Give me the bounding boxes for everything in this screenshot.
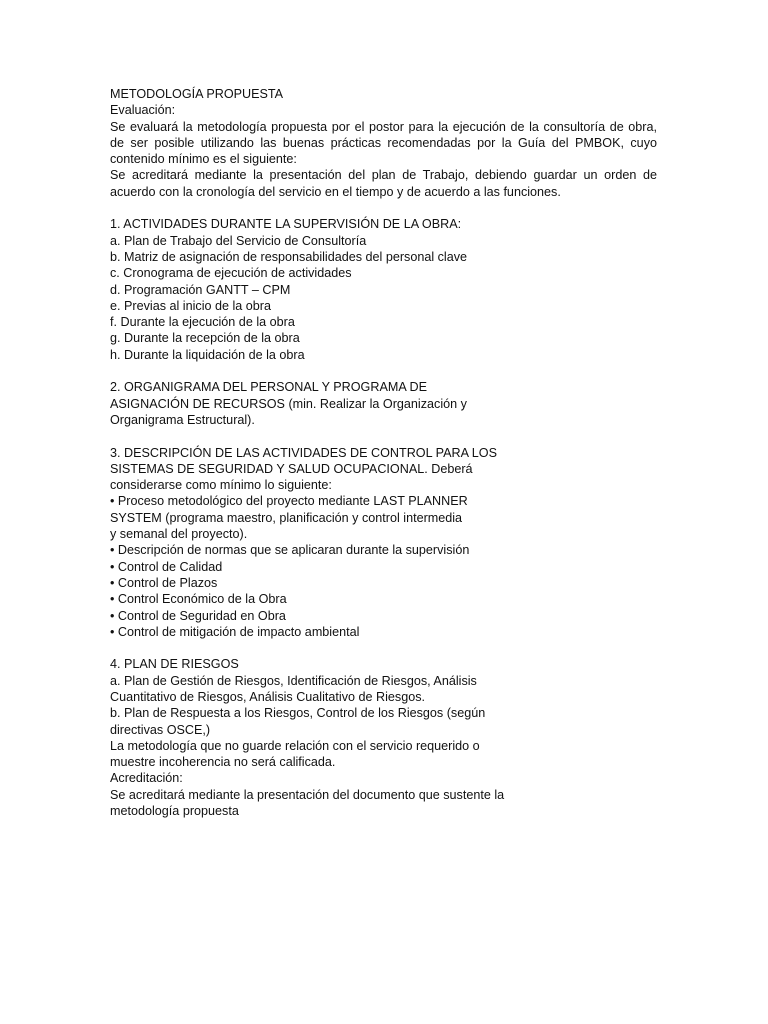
section-1-heading: 1. ACTIVIDADES DURANTE LA SUPERVISIÓN DE LA OBRA:: [110, 217, 462, 232]
section-3-bullet: • Control de Seguridad en Obra: [110, 608, 286, 623]
section-4-line: Cuantitativo de Riesgos, Análisis Cualitativo de Riesgos.: [110, 689, 426, 704]
section-3-bullet: • Descripción de normas que se aplicaran durante la supervisión: [110, 543, 470, 558]
evaluation-label: Evaluación:: [110, 103, 176, 118]
accreditation-label: Acreditación:: [110, 771, 183, 786]
section-4-line: muestre incoherencia no será calificada.: [110, 755, 336, 770]
section-4-heading: 4. PLAN DE RIESGOS: [110, 657, 239, 672]
section-3-line: SYSTEM (programa maestro, planificación y control intermedia: [110, 510, 463, 525]
section-3-bullet: • Control de Calidad: [110, 559, 223, 574]
section-1-item: g. Durante la recepción de la obra: [110, 331, 300, 346]
section-3-line: y semanal del proyecto).: [110, 527, 248, 542]
section-3-bullet: • Control de mitigación de impacto ambiental: [110, 624, 360, 639]
section-1-item: f. Durante la ejecución de la obra: [110, 315, 295, 330]
spacer: [110, 200, 657, 216]
section-3-line: 3. DESCRIPCIÓN DE LAS ACTIVIDADES DE CONTROL PARA LOS: [110, 445, 498, 460]
accreditation-intro-paragraph: Se acreditará mediante la presentación del plan de Trabajo, debiendo guardar un orden de acuerdo con la cronología del servicio en el tiempo y de acuerdo a las funciones.: [110, 168, 657, 199]
document-title: METODOLOGÍA PROPUESTA: [110, 87, 284, 101]
section-4-line: Se acreditará mediante la presentación del documento que sustente la: [110, 787, 505, 802]
section-1-item: b. Matriz de asignación de responsabilidades del personal clave: [110, 249, 468, 264]
spacer: [110, 363, 657, 379]
section-4-line: b. Plan de Respuesta a los Riesgos, Control de los Riesgos (según: [110, 706, 486, 721]
spacer: [110, 640, 657, 656]
section-1-item: e. Previas al inicio de la obra: [110, 298, 272, 313]
section-1-item: a. Plan de Trabajo del Servicio de Consultoría: [110, 233, 367, 248]
section-3-line: considerarse como mínimo lo siguiente:: [110, 478, 332, 493]
section-4-line: metodología propuesta: [110, 804, 239, 819]
section-2-line: ASIGNACIÓN DE RECURSOS (min. Realizar la Organización y: [110, 396, 467, 411]
section-3-line: SISTEMAS DE SEGURIDAD Y SALUD OCUPACIONAL. Deberá: [110, 461, 473, 476]
intro-paragraph: Se evaluará la metodología propuesta por el postor para la ejecución de la consultoría de obra, de ser posible utilizando las buenas prácticas recomendadas por la Guía del PMBOK, cuyo contenido mínimo es el siguiente:: [110, 119, 657, 167]
section-2-line: Organigrama Estructural).: [110, 412, 255, 427]
section-1-item: h. Durante la liquidación de la obra: [110, 347, 305, 362]
section-3-bullet: • Control de Plazos: [110, 575, 218, 590]
section-4-line: a. Plan de Gestión de Riesgos, Identificación de Riesgos, Análisis: [110, 673, 477, 688]
section-1-item: c. Cronograma de ejecución de actividades: [110, 266, 352, 281]
spacer: [110, 428, 657, 444]
section-1-item: d. Programación GANTT – CPM: [110, 282, 291, 297]
section-3-bullet: • Control Económico de la Obra: [110, 592, 287, 607]
section-4-line: La metodología que no guarde relación con el servicio requerido o: [110, 738, 480, 753]
section-4-line: directivas OSCE,): [110, 722, 211, 737]
section-3-bullet: • Proceso metodológico del proyecto mediante LAST PLANNER: [110, 494, 468, 509]
section-2-line: 2. ORGANIGRAMA DEL PERSONAL Y PROGRAMA DE: [110, 380, 428, 395]
